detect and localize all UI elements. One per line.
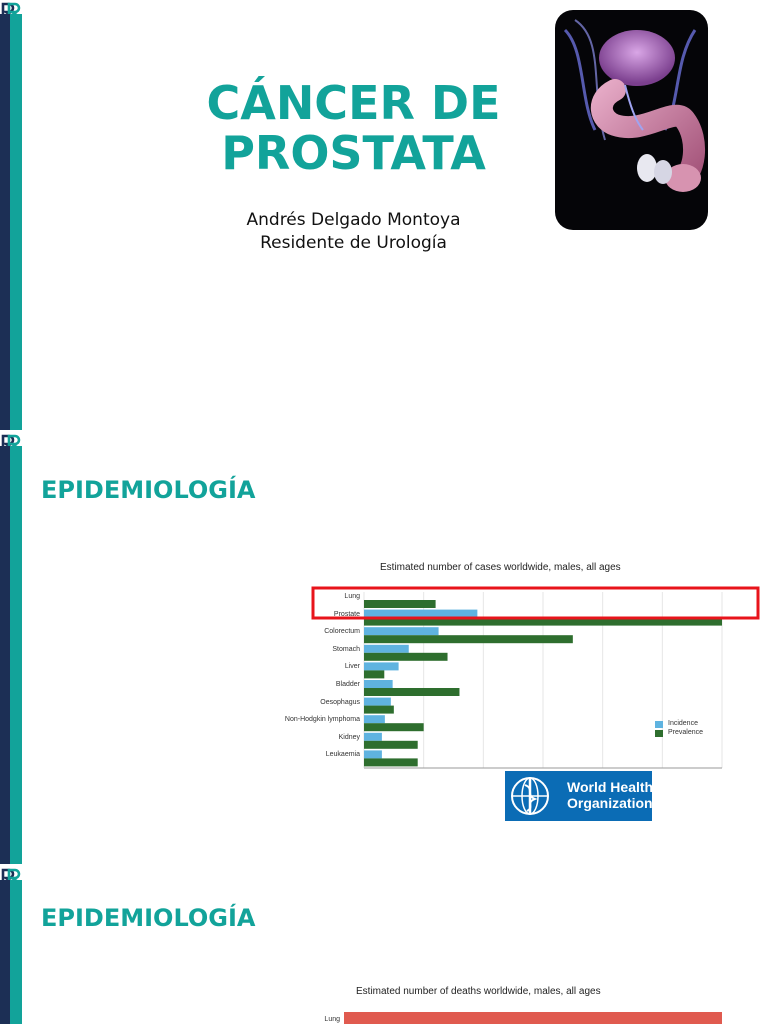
slide-epidemiology-deaths [0,866,768,1024]
page-title [176,78,531,178]
category-label: Stomach [332,645,360,653]
bar-incidence-non-hodgkin-lymphoma [364,715,385,723]
bar-incidence-colorectum [364,627,439,635]
bar-incidence-leukaemia [364,750,382,758]
prostate-anatomy-image [555,10,708,230]
author-name: Andrés Delgado Montoya [246,210,461,230]
category-label: Leukaemia [325,751,360,759]
bar-prevalence-kidney [364,741,418,749]
accent-bar-navy [0,14,10,430]
category-label: Non-Hodgkin lymphoma [284,716,360,724]
bar-prevalence-stomach [364,653,448,661]
category-label: Lung [344,593,360,600]
category-label: Oesophagus [320,698,360,706]
bar-prevalence-liver [364,670,384,678]
bar-incidence-prostate [364,610,477,618]
legend-label-incidence: Incidence [668,720,698,727]
bar-prevalence-lung [364,600,436,608]
who-name [567,779,653,811]
accent-bar-navy [0,880,10,1024]
bar-prevalence-oesophagus [364,706,394,714]
bar-incidence-kidney [364,733,382,741]
accent-bar-teal [10,880,22,1024]
bar-incidence-bladder [364,680,393,688]
bar-deaths-lung [344,1012,722,1024]
slide-title [0,0,768,430]
category-label: Lung [324,1016,340,1023]
bar-prevalence-colorectum [364,635,573,643]
bar-incidence-oesophagus [364,698,391,706]
bar-prevalence-non-hodgkin-lymphoma [364,723,424,731]
title-line-2: PROSTATA [221,126,486,180]
who-emblem-icon [505,771,555,821]
bar-incidence-stomach [364,645,409,653]
section-title: EPIDEMIOLOGÍA [41,476,256,504]
category-label: Kidney [338,733,360,741]
bar-incidence-liver [364,662,399,670]
section-title: EPIDEMIOLOGÍA [41,904,256,932]
category-label: Prostate [333,610,360,618]
accent-bar-teal [10,14,22,430]
category-label: Liver [344,663,360,671]
bar-prevalence-leukaemia [364,758,418,766]
who-name-line-2: Organization [567,795,653,811]
category-label: Colorectum [324,628,360,636]
legend-swatch-prevalence [655,730,663,737]
chart-title: Estimated number of cases worldwide, males, all ages [380,562,621,573]
category-label: Bladder [335,681,360,688]
author-role: Residente de Urología [260,233,447,253]
chart-title: Estimated number of deaths worldwide, males, all ages [356,986,601,997]
title-line-1: CÁNCER DE [206,76,501,130]
legend-label-prevalence: Prevalence [668,729,704,736]
bar-prevalence-bladder [364,688,459,696]
presenter-info [176,209,531,255]
legend-swatch-incidence [655,721,663,728]
who-name-line-1: World Health [567,779,654,795]
